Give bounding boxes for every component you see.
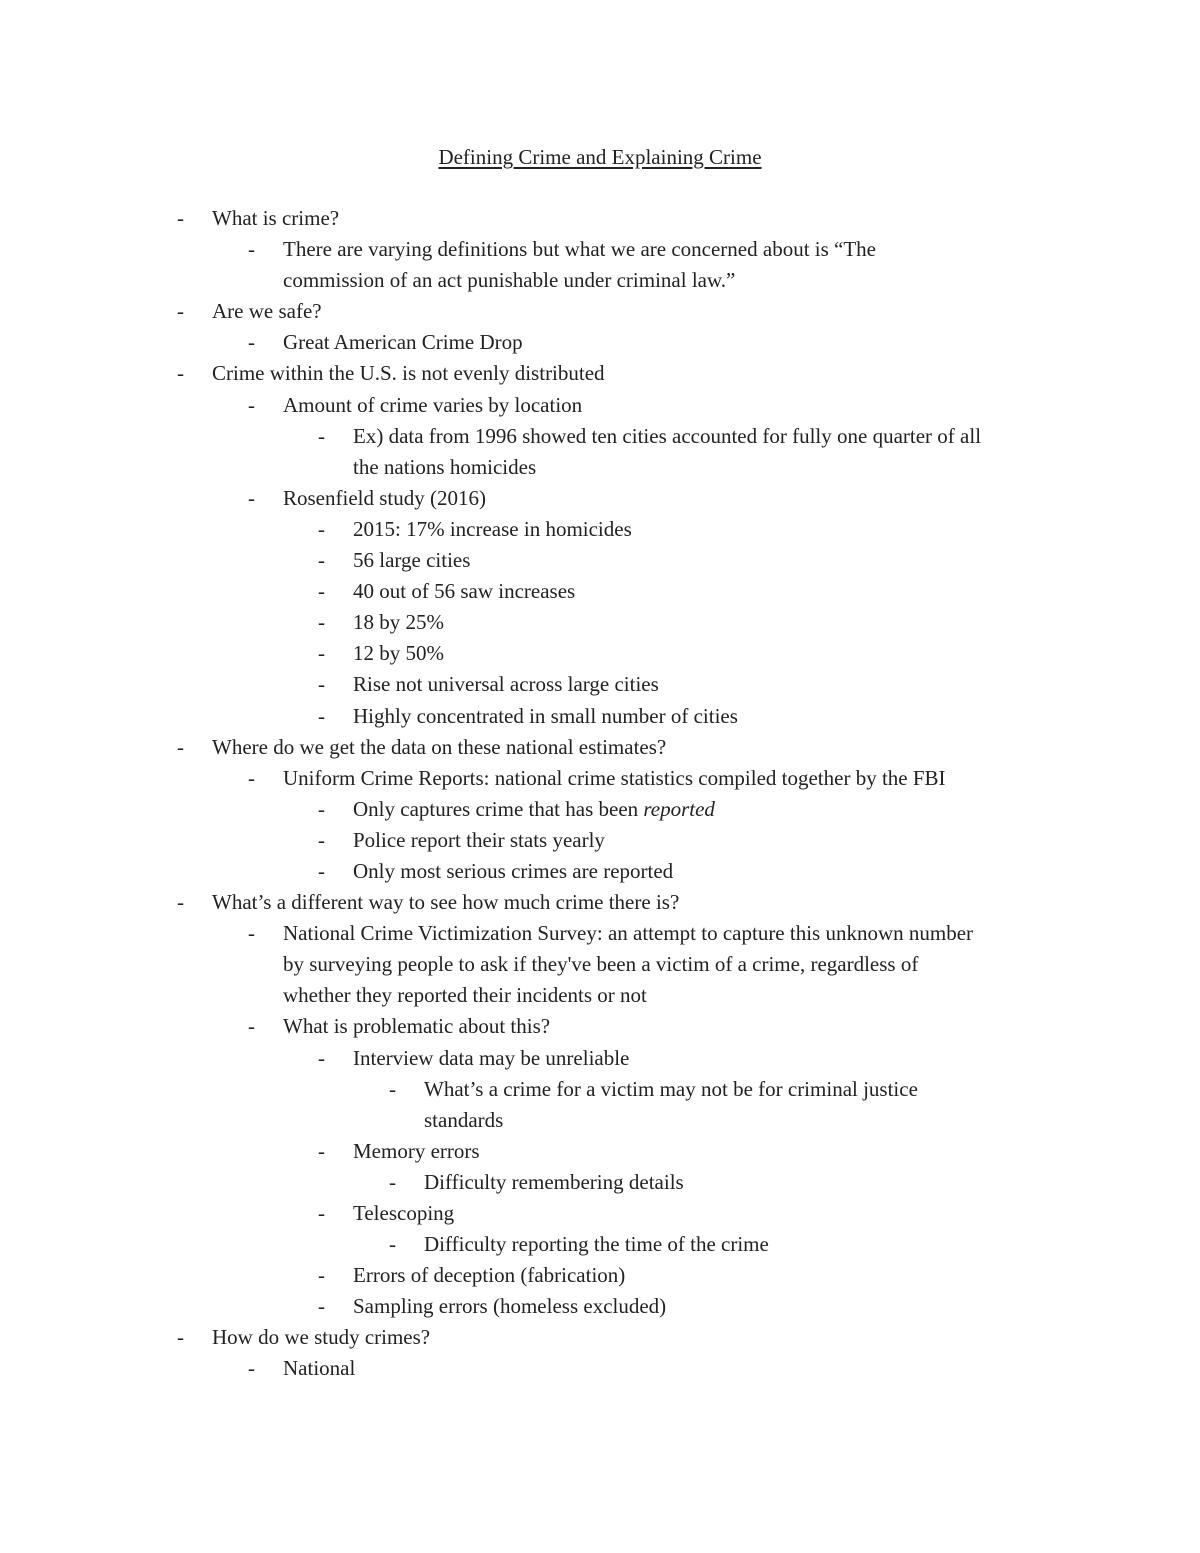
- list-item-label: 12 by 50%: [353, 641, 444, 666]
- list-item-text: [283, 327, 523, 358]
- list-item-label: Are we safe?: [212, 299, 322, 324]
- bullet-dash: -: [248, 1356, 255, 1381]
- bullet-dash: -: [389, 1169, 396, 1194]
- list-item-text: [353, 1291, 666, 1322]
- list-item: [0, 794, 1200, 825]
- bullet-dash: -: [318, 1138, 325, 1163]
- list-item-text: [283, 918, 973, 949]
- list-item-text: [212, 203, 339, 234]
- list-item: [0, 1136, 1200, 1167]
- document-title: Defining Crime and Explaining Crime: [438, 145, 762, 169]
- list-item-label: 2015: 17% increase in homicides: [353, 516, 632, 541]
- list-item: [0, 607, 1200, 638]
- bullet-dash: -: [177, 299, 184, 324]
- bullet-dash: -: [318, 641, 325, 666]
- list-item-label: Police report their stats yearly: [353, 827, 605, 852]
- list-item: [0, 1167, 1200, 1198]
- list-item-label: What is problematic about this?: [283, 1014, 551, 1039]
- list-item-continuation: [0, 980, 1200, 1011]
- list-item: [0, 483, 1200, 514]
- list-item-text: [283, 1011, 550, 1042]
- bullet-dash: -: [318, 827, 325, 852]
- list-item-text: [353, 421, 981, 452]
- list-item: [0, 669, 1200, 700]
- bullet-dash: -: [248, 237, 255, 262]
- list-item-label: National: [283, 1356, 356, 1381]
- list-item-label: Only most serious crimes are reported: [353, 858, 674, 883]
- list-item-text: [353, 794, 715, 825]
- list-item-text: [353, 452, 536, 483]
- list-item: [0, 1198, 1200, 1229]
- list-item-text: [353, 1136, 480, 1167]
- list-item-text: [424, 1229, 769, 1260]
- list-item-label: What is crime?: [212, 206, 340, 230]
- list-item: [0, 514, 1200, 545]
- bullet-dash: -: [318, 516, 325, 541]
- list-item-text: [212, 732, 666, 763]
- bullet-dash: -: [177, 890, 184, 915]
- bullet-dash: -: [177, 361, 184, 386]
- bullet-dash: -: [248, 765, 255, 790]
- list-item-text: [283, 265, 735, 296]
- list-item-label: standards: [424, 1107, 504, 1132]
- bullet-dash: -: [318, 796, 325, 821]
- list-item-text: [212, 358, 605, 389]
- list-item-text: [283, 949, 918, 980]
- list-item-continuation: [0, 1105, 1200, 1136]
- bullet-dash: -: [318, 672, 325, 697]
- list-item: [0, 887, 1200, 918]
- list-item-label: 56 large cities: [353, 548, 471, 573]
- list-item-text: [353, 1260, 625, 1291]
- list-item-text: [212, 887, 679, 918]
- list-item-label: Highly concentrated in small number of cities: [353, 703, 738, 728]
- list-item-text: [424, 1105, 503, 1136]
- bullet-dash: -: [318, 610, 325, 635]
- list-item-text: [283, 1353, 355, 1384]
- list-item-label: Memory errors: [353, 1138, 480, 1163]
- list-item-label: Interview data may be unreliable: [353, 1045, 630, 1070]
- list-item: [0, 1353, 1200, 1384]
- list-item-label: Great American Crime Drop: [283, 330, 523, 355]
- list-item: [0, 203, 1200, 234]
- bullet-dash: -: [177, 734, 184, 759]
- list-item: [0, 1291, 1200, 1322]
- list-item: [0, 1043, 1200, 1074]
- list-item-label: What’s a crime for a victim may not be for criminal justice: [424, 1076, 918, 1101]
- list-item-label: 40 out of 56 saw increases: [353, 579, 576, 604]
- bullet-dash: -: [248, 330, 255, 355]
- bullet-dash: -: [318, 579, 325, 604]
- list-item-label: Difficulty reporting the time of the crime: [424, 1232, 769, 1257]
- list-item-continuation: [0, 265, 1200, 296]
- list-item-text: [353, 825, 605, 856]
- bullet-dash: -: [389, 1076, 396, 1101]
- list-item-continuation: [0, 452, 1200, 483]
- bullet-dash: -: [248, 1014, 255, 1039]
- list-item: [0, 638, 1200, 669]
- list-item-text: [283, 234, 876, 265]
- list-item-text: [353, 545, 470, 576]
- bullet-dash: -: [248, 485, 255, 510]
- list-item-text: [283, 390, 582, 421]
- list-item: [0, 1260, 1200, 1291]
- list-item-text: [353, 607, 444, 638]
- list-item: [0, 856, 1200, 887]
- bullet-dash: -: [177, 1325, 184, 1350]
- list-item-label: the nations homicides: [353, 454, 537, 479]
- list-item: [0, 327, 1200, 358]
- list-item: [0, 234, 1200, 265]
- list-item-label: Rosenfield study (2016): [283, 485, 486, 510]
- list-item: [0, 358, 1200, 389]
- list-item: [0, 296, 1200, 327]
- list-item-label: Sampling errors (homeless excluded): [353, 1294, 667, 1319]
- bullet-dash: -: [248, 921, 255, 946]
- list-item-text: [353, 1043, 629, 1074]
- list-item-text: [283, 980, 647, 1011]
- bullet-dash: -: [389, 1232, 396, 1257]
- list-item: [0, 1074, 1200, 1105]
- list-item-label: Only captures crime that has been: [353, 796, 644, 821]
- list-item-label: commission of an act punishable under criminal law.”: [283, 268, 736, 293]
- list-item-text: [212, 1322, 430, 1353]
- list-item: [0, 576, 1200, 607]
- list-item: [0, 1229, 1200, 1260]
- list-item: [0, 1011, 1200, 1042]
- list-item-label: Uniform Crime Reports: national crime statistics compiled together by the FBI: [283, 765, 946, 790]
- list-item: [0, 918, 1200, 949]
- list-item-label: Difficulty remembering details: [424, 1169, 684, 1194]
- list-item-label: Ex) data from 1996 showed ten cities accounted for fully one quarter of all: [353, 423, 982, 448]
- list-item-text: [424, 1167, 684, 1198]
- list-item-label: Crime within the U.S. is not evenly distributed: [212, 361, 605, 386]
- bullet-dash: -: [318, 858, 325, 883]
- list-item-label: by surveying people to ask if they've been a victim of a crime, regardless of: [283, 952, 919, 977]
- emphasized-text: reported: [643, 796, 715, 821]
- list-item: [0, 701, 1200, 732]
- list-item-label: National Crime Victimization Survey: an attempt to capture this unknown number: [283, 921, 974, 946]
- list-item-text: [353, 638, 444, 669]
- bullet-dash: -: [318, 1045, 325, 1070]
- list-item-text: [424, 1074, 918, 1105]
- list-item-continuation: [0, 949, 1200, 980]
- list-item-label: Telescoping: [353, 1201, 455, 1225]
- bullet-dash: -: [318, 1294, 325, 1319]
- list-item: [0, 545, 1200, 576]
- list-item-text: [283, 483, 486, 514]
- list-item-text: [353, 576, 575, 607]
- list-item: [0, 1322, 1200, 1353]
- bullet-dash: -: [177, 206, 184, 230]
- list-item-text: [353, 701, 738, 732]
- bullet-dash: -: [318, 423, 325, 448]
- list-item-label: What’s a different way to see how much crime there is?: [212, 890, 680, 915]
- list-item-label: Where do we get the data on these national estimates?: [212, 734, 667, 759]
- list-item: [0, 825, 1200, 856]
- list-item-text: [283, 763, 946, 794]
- outline-list: [0, 203, 1200, 1385]
- list-item-text: [353, 1198, 454, 1229]
- list-item-label: 18 by 25%: [353, 610, 444, 635]
- list-item-label: whether they reported their incidents or not: [283, 983, 647, 1008]
- list-item: [0, 390, 1200, 421]
- list-item-label: Rise not universal across large cities: [353, 672, 659, 697]
- list-item-label: Errors of deception (fabrication): [353, 1263, 626, 1288]
- list-item-label: There are varying definitions but what we are concerned about is “The: [283, 237, 877, 262]
- list-item-label: Amount of crime varies by location: [283, 392, 583, 417]
- bullet-dash: -: [318, 548, 325, 573]
- bullet-dash: -: [318, 703, 325, 728]
- list-item-label: How do we study crimes?: [212, 1325, 431, 1350]
- list-item-text: [353, 669, 659, 700]
- list-item: [0, 421, 1200, 452]
- bullet-dash: -: [248, 392, 255, 417]
- bullet-dash: -: [318, 1201, 325, 1225]
- list-item: [0, 732, 1200, 763]
- list-item: [0, 763, 1200, 794]
- list-item-text: [212, 296, 322, 327]
- list-item-text: [353, 514, 632, 545]
- bullet-dash: -: [318, 1263, 325, 1288]
- list-item-text: [353, 856, 673, 887]
